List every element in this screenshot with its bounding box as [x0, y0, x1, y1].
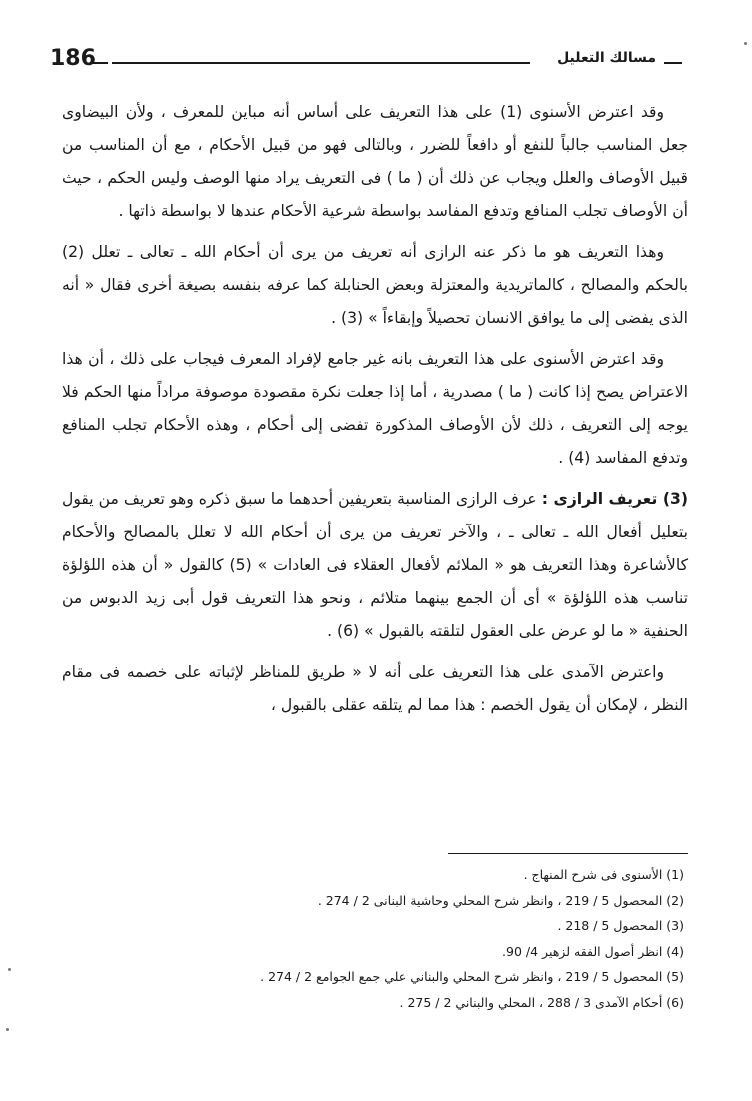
- footnote: (4) انظر أصول الفقه لزهير 4/ 90.: [502, 943, 684, 959]
- paragraph: [62, 483, 688, 648]
- paragraph: وهذا التعريف هو ما ذكر عنه الرازى أنه تعريف من يرى أن أحكام الله ـ تعالى ـ تعلل (2) بالحكم والمصالح ، كالماتريدية والمعتزلة وبعض الحنابلة كما عرفه بنفسه بصيغة أخرى فقال « أنه الذى يفضى إلى ما يوافق الانسان تحصيلاً وإبقاءاً » (3) .: [62, 243, 688, 327]
- footnote: (2) المحصول 5 / 219 ، وانظر شرح المحلي وحاشية البنانى 2 / 274 .: [317, 892, 684, 908]
- paragraph: وقد اعترض الأسنوى (1) على هذا التعريف على أساس أنه مباين للمعرف ، ولأن البيضاوى جعل المناسب جالباً للنفع أو دافعاً للضرر ، وبالتالى فهو من قبيل الأحكام ، مع أن المناسب من قبيل الأوصاف والعلل ويجاب عن ذلك أن ( ما ) فى التعريف يراد منها الوصف وليس الحكم ، حيث أن الأوصاف تجلب المنافع وتدفع المفاسد بواسطة شرعية الأحكام عندها لا بواسطة ذاتها .: [62, 103, 688, 220]
- paragraph: واعترض الآمدى على هذا التعريف على أنه لا « طريق للمناظر لإثباته على خصمه فى مقام النظر ، لإمكان أن يقول الخصم : هذا مما لم يتلقه عقلى بالقبول ،: [62, 663, 688, 714]
- footnote: (3) المحصول 5 / 218 .: [557, 918, 684, 934]
- paragraph-text: عرف الرازى المناسبة بتعريفين أحدهما ما سبق ذكره وهو تعريف من يقول بتعليل أفعال الله ـ تعالى ـ ، والآخر تعريف من يرى أن أحكام الله لا تعلل بالمصالح والأحكام كالأشاعرة وهذا التعريف هو « الملائم لأفعال العقلاء فى العادات » (5) كالقول « أن هذه اللؤلؤة تناسب هذه اللؤلؤة » أى أن الجمع بينهما متلائم ، ونحو هذا التعريف قول أبى زيد الدبوس من الحنفية « ما لو عرض على العقول لتلقته بالقبول » (6) .: [62, 490, 688, 640]
- header-dash: [90, 62, 108, 64]
- scan-speck: [744, 42, 747, 45]
- scan-speck: [8, 968, 11, 971]
- footnote: (1) الأسنوى فى شرح المنهاج .: [523, 867, 684, 882]
- scan-speck: [6, 1028, 9, 1031]
- footnotes: [124, 862, 684, 1016]
- running-title: مسالك التعليل: [557, 50, 656, 66]
- main-text: [62, 96, 688, 730]
- header-rule: [112, 62, 530, 64]
- paragraph: وقد اعترض الأسنوى على هذا التعريف بانه غير جامع لإفراد المعرف فيجاب على ذلك ، أن هذا الاعتراض يصح إذا كانت ( ما ) مصدرية ، أما إذا جعلت نكرة مقصودة موصوفة مراداً منها الحكم فلا يوجه إلى التعريف ، ذلك لأن الأوصاف المذكورة تفضى إلى أحكام ، وهذه الأحكام تجلب المنافع وتدفع المفاسد (4) .: [62, 350, 688, 467]
- header-dash: [664, 62, 682, 64]
- footnote: (5) المحصول 5 / 219 ، وانظر شرح المحلي والبناني علي جمع الجوامع 2 / 274 .: [260, 969, 684, 985]
- page-header: [50, 46, 682, 74]
- footnote: (6) أحكام الآمدى 3 / 288 ، المحلي والبناني 2 / 275 .: [399, 994, 684, 1010]
- section-term: (3) تعريف الرازى :: [541, 490, 688, 508]
- page-number: 186: [50, 46, 96, 71]
- footnote-rule: [448, 853, 688, 854]
